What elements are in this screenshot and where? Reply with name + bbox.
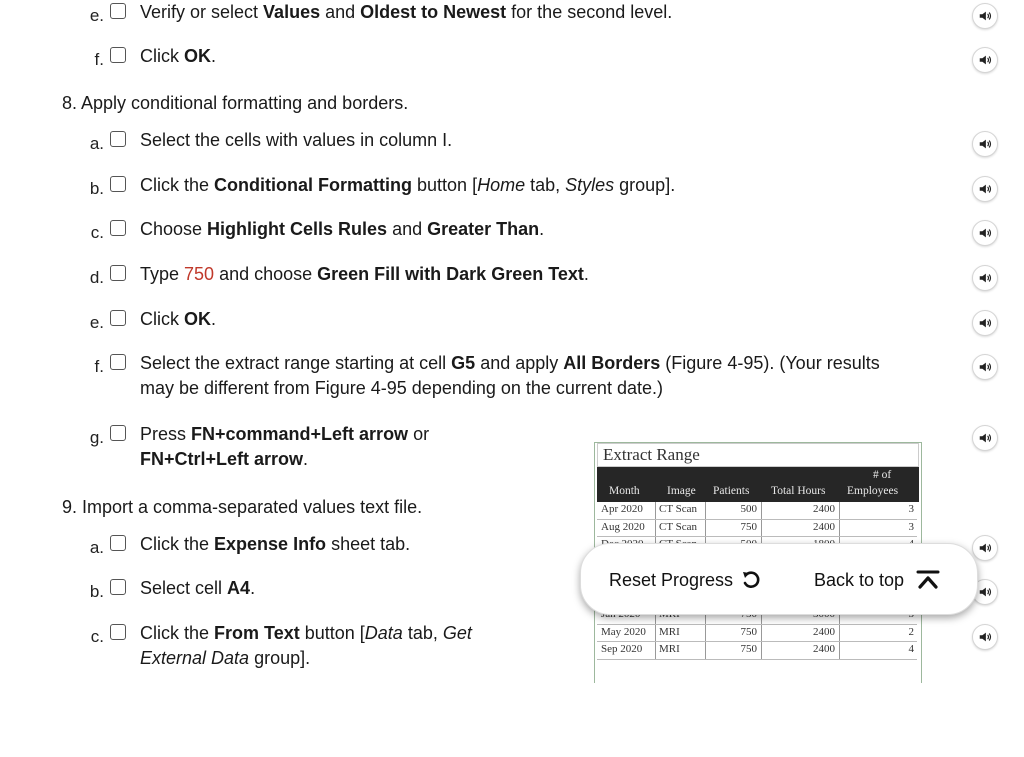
item-text: Type 750 and choose Green Fill with Dark Green Text. xyxy=(140,264,589,284)
floating-action-bar xyxy=(580,543,978,615)
item-letter: d. xyxy=(89,268,104,287)
checkbox[interactable] xyxy=(110,624,126,640)
item-letter: g. xyxy=(89,428,104,447)
speaker-icon[interactable] xyxy=(972,310,998,336)
cell-patients: 750 xyxy=(740,643,757,655)
header-employees-line2: Employees xyxy=(847,485,899,497)
cell-border xyxy=(655,502,656,519)
back-to-top-icon xyxy=(916,569,940,591)
item-text: Click the Expense Info sheet tab. xyxy=(140,534,411,554)
item-text: Click the From Text button [Data tab, Get External Data group]. xyxy=(140,623,472,668)
header-patients: Patients xyxy=(713,485,750,497)
checkbox[interactable] xyxy=(110,3,126,19)
cell-emp: 3 xyxy=(908,520,914,533)
item-letter: e. xyxy=(89,313,104,332)
header-employees-line1: # of xyxy=(873,469,892,481)
item-letter: e. xyxy=(89,6,104,25)
item-letter: b. xyxy=(89,582,104,601)
reset-progress-label: Reset Progress xyxy=(609,569,734,590)
checkbox[interactable] xyxy=(110,535,126,551)
item-letter: c. xyxy=(90,223,104,242)
checkbox[interactable] xyxy=(110,354,126,370)
cell-border xyxy=(655,520,656,537)
cell-border xyxy=(705,642,706,659)
speaker-icon[interactable] xyxy=(972,176,998,202)
checkbox[interactable] xyxy=(110,47,126,63)
checkbox[interactable] xyxy=(110,310,126,326)
item-letter: a. xyxy=(89,538,104,557)
speaker-icon[interactable] xyxy=(972,131,998,157)
cell-border xyxy=(705,625,706,642)
speaker-icon[interactable] xyxy=(972,220,998,246)
cell-month: Sep 2020 xyxy=(601,643,643,655)
cell-hours: 2400 xyxy=(813,625,835,638)
cell-border xyxy=(761,625,762,642)
cell-border xyxy=(655,642,656,659)
item-text: Press FN+command+Left arrow or FN+Ctrl+Left arrow. xyxy=(140,424,430,469)
cell-month: Apr 2020 xyxy=(601,503,643,515)
cell-border xyxy=(705,520,706,537)
item-letter: f. xyxy=(94,50,104,69)
checkbox[interactable] xyxy=(110,265,126,281)
cell-emp: 2 xyxy=(908,625,914,638)
cell-border xyxy=(839,520,840,537)
table-row xyxy=(597,520,917,538)
item-text: Select cell A4. xyxy=(140,578,256,598)
cell-image: MRI xyxy=(659,625,680,638)
item-text: Click OK. xyxy=(140,46,217,66)
cell-image: CT Scan xyxy=(659,503,697,515)
checkbox[interactable] xyxy=(110,176,126,192)
reset-progress-button[interactable] xyxy=(609,544,762,616)
figure-header-row xyxy=(597,467,919,502)
cell-month: May 2020 xyxy=(601,625,646,638)
cell-border xyxy=(839,502,840,519)
cell-emp: 4 xyxy=(908,643,914,655)
cell-emp: 3 xyxy=(908,503,914,515)
cell-patients: 500 xyxy=(740,503,757,515)
cell-border xyxy=(761,502,762,519)
item-letter: c. xyxy=(90,627,104,646)
header-image: Image xyxy=(667,485,696,497)
cell-hours: 2400 xyxy=(813,643,835,655)
cell-border xyxy=(839,642,840,659)
speaker-icon[interactable] xyxy=(972,425,998,451)
table-row xyxy=(597,642,917,660)
cell-image: CT Scan xyxy=(659,520,697,533)
back-to-top-label: Back to top xyxy=(814,569,905,590)
item-text: Click the Conditional Formatting button [Home tab, Styles group]. xyxy=(140,175,676,195)
item-text: Click OK. xyxy=(140,309,217,329)
speaker-icon[interactable] xyxy=(972,47,998,73)
header-hours: Total Hours xyxy=(771,485,826,497)
item-text: Select the cells with values in column I. xyxy=(140,130,453,150)
item-text: Choose Highlight Cells Rules and Greater Than. xyxy=(140,219,545,239)
cell-patients: 750 xyxy=(740,625,757,638)
cell-border xyxy=(761,642,762,659)
checkbox[interactable] xyxy=(110,220,126,236)
step-heading: 8. Apply conditional formatting and borders. xyxy=(62,93,409,113)
back-to-top-button[interactable] xyxy=(814,544,940,616)
speaker-icon[interactable] xyxy=(972,535,998,561)
cell-border xyxy=(705,502,706,519)
cell-border xyxy=(839,625,840,642)
cell-border xyxy=(761,520,762,537)
cell-hours: 2400 xyxy=(813,503,835,515)
cell-image: MRI xyxy=(659,643,680,655)
checkbox[interactable] xyxy=(110,425,126,441)
figure-title: Extract Range xyxy=(603,445,700,464)
table-row xyxy=(597,502,917,520)
cell-hours: 2400 xyxy=(813,520,835,533)
cell-month: Aug 2020 xyxy=(601,520,645,533)
checkbox[interactable] xyxy=(110,131,126,147)
speaker-icon[interactable] xyxy=(972,3,998,29)
cell-patients: 750 xyxy=(740,520,757,533)
item-text: Verify or select Values and Oldest to Newest for the second level. xyxy=(140,2,673,22)
cell-border xyxy=(655,625,656,642)
checkbox[interactable] xyxy=(110,579,126,595)
item-letter: b. xyxy=(89,179,104,198)
table-row xyxy=(597,625,917,643)
item-letter: a. xyxy=(89,134,104,153)
step-heading: 9. Import a comma-separated values text file. xyxy=(62,497,423,517)
speaker-icon[interactable] xyxy=(972,624,998,650)
item-text: Select the extract range starting at cell G5 and apply All Borders (Figure 4-95). (Your results may be different from Figure 4-95 depending on the current date.) xyxy=(140,353,880,398)
item-letter: f. xyxy=(94,357,104,376)
speaker-icon[interactable] xyxy=(972,265,998,291)
speaker-icon[interactable] xyxy=(972,354,998,380)
header-month: Month xyxy=(609,485,640,497)
reset-icon xyxy=(740,569,762,591)
